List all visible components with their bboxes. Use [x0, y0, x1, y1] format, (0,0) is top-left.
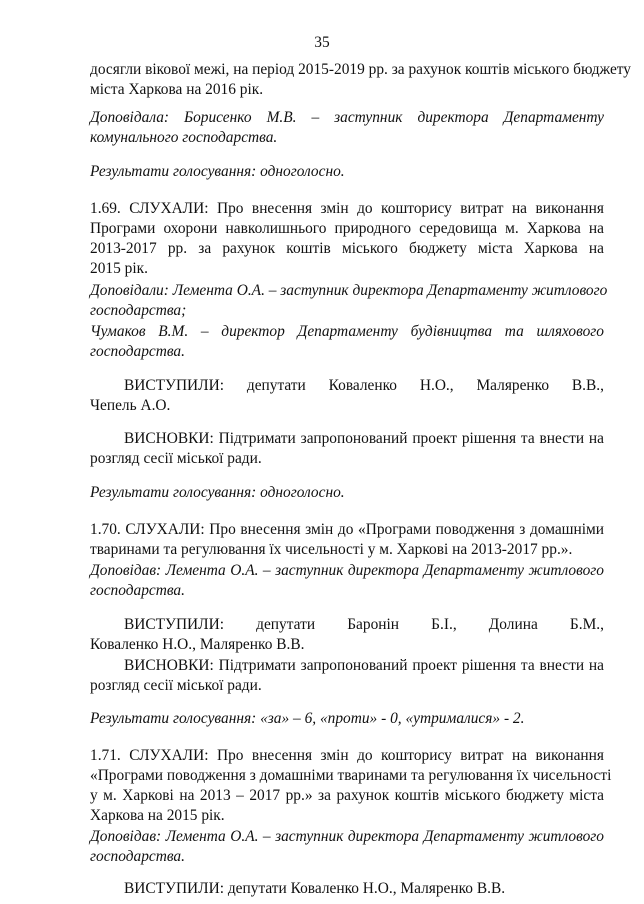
text-line: тваринами та регулювання їх чисельності у м. Харкові на 2013-2017 рр.».	[90, 541, 573, 558]
text-line: Доповідала: Борисенко М.В. – заступник директора Департаменту	[90, 109, 604, 126]
text-line: розгляд сесії міської ради.	[90, 677, 262, 694]
text-line: господарства;	[90, 302, 187, 319]
text-line: 2013-2017 рр. за рахунок коштів міського бюджету міста Харкова на	[90, 240, 604, 257]
voting-result: Результати голосування: одноголосно.	[90, 163, 345, 180]
text-line: досягли вікової межі, на період 2015-2019 рр. за рахунок коштів міського бюджету	[90, 61, 631, 78]
text-line: Чумаков В.М. – директор Департаменту будівництва та шляхового	[90, 323, 604, 340]
voting-result: Результати голосування: одноголосно.	[90, 484, 345, 501]
text-line: 1.70. СЛУХАЛИ: Про внесення змін до «Програми поводження з домашніми	[90, 521, 604, 538]
text-line: ВИСНОВКИ: Підтримати запропонований проект рішення та внести на	[124, 657, 604, 674]
text-line: Програми охорони навколишнього природного середовища м. Харкова на	[90, 220, 604, 237]
text-line: Чепель А.О.	[90, 397, 171, 414]
text-line: ВИСТУПИЛИ: депутати Коваленко Н.О., Маляренко В.В.	[124, 880, 506, 897]
text-line: ВИСТУПИЛИ: депутати Баронін Б.І., Долина Б.М.,	[124, 616, 604, 633]
text-line: господарства.	[90, 848, 185, 865]
text-line: Коваленко Н.О., Маляренко В.В.	[90, 636, 305, 653]
voting-result: Результати голосування: «за» – 6, «проти» - 0, «утрималися» - 2.	[90, 710, 525, 727]
text-line: Доповідав: Лемента О.А. – заступник директора Департаменту житлового	[90, 562, 604, 579]
text-line: 1.71. СЛУХАЛИ: Про внесення змін до кошторису витрат на виконання	[90, 747, 604, 764]
text-line: Доповідав: Лемента О.А. – заступник директора Департаменту житлового	[90, 828, 604, 845]
text-line: ВИСНОВКИ: Підтримати запропонований проект рішення та внести на	[124, 430, 604, 447]
text-line: 2015 рік.	[90, 260, 148, 277]
page-number: 35	[314, 34, 330, 51]
text-line: 1.69. СЛУХАЛИ: Про внесення змін до кошторису витрат на виконання	[90, 200, 604, 217]
text-line: ВИСТУПИЛИ: депутати Коваленко Н.О., Маляренко В.В.,	[124, 377, 604, 394]
text-line: Доповідали: Лемента О.А. – заступник директора Департаменту житлового	[90, 282, 608, 299]
text-line: «Програми поводження з домашніми тваринами та регулювання їх чисельності	[90, 767, 612, 784]
text-line: господарства.	[90, 343, 185, 360]
text-line: розгляд сесії міської ради.	[90, 450, 262, 467]
text-line: господарства.	[90, 582, 185, 599]
text-line: Харкова на 2015 рік.	[90, 807, 225, 824]
text-line: комунального господарства.	[90, 129, 278, 146]
text-line: міста Харкова на 2016 рік.	[90, 81, 264, 98]
text-line: у м. Харкові на 2013 – 2017 рр.» за рахунок коштів міського бюджету міста	[90, 787, 604, 804]
